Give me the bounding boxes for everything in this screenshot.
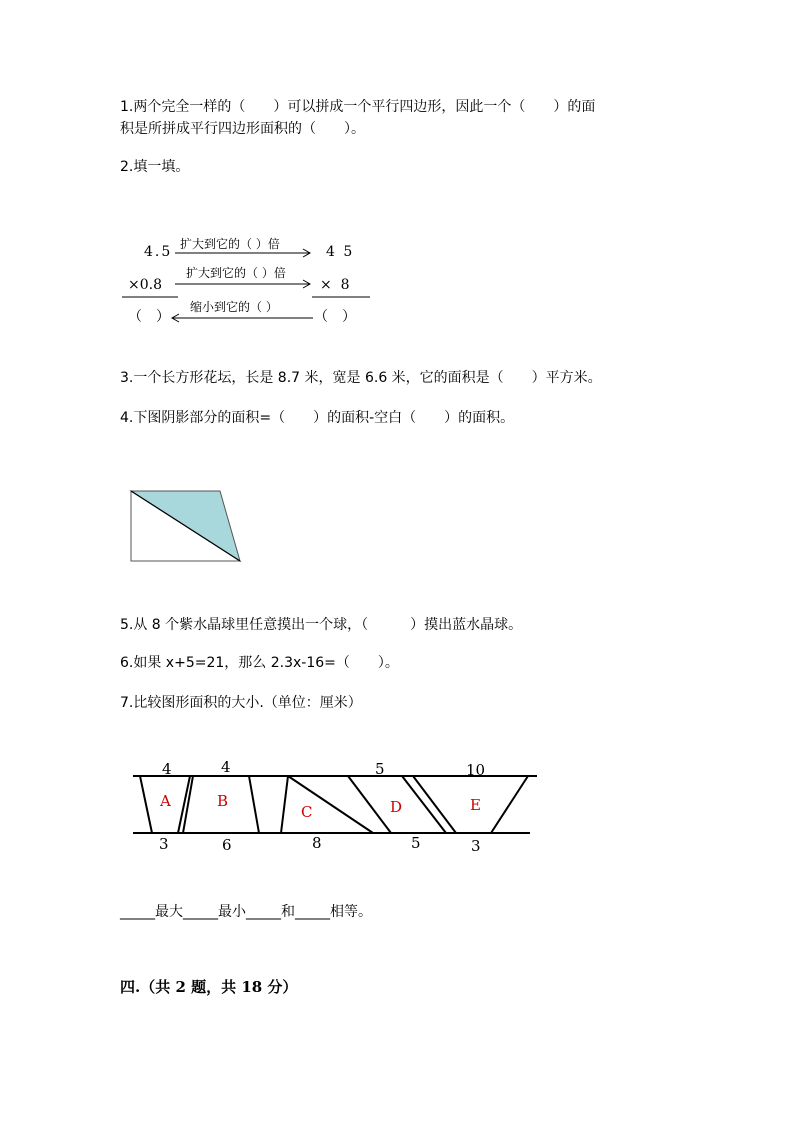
shape-label-a: A [160,792,171,810]
question-1-line-2: 积是所拼成平行四边形面积的（ ）。 [120,121,365,137]
question-3: 3.一个长方形花坛，长是 8.7 米，宽是 6.6 米，它的面积是（ ）平方米。 [120,370,602,386]
shape-label-d: D [390,798,403,816]
shape-label-c: C [301,803,313,821]
mid-right-factor: × 8 [320,277,350,293]
shape-label-e: E [470,796,481,814]
shape-label-b: B [217,792,229,810]
bottom-left-blank: （ ） [128,309,170,325]
top-label-e: 10 [466,761,486,779]
question-6: 6.如果 x+5=21，那么 2.3x-16=（ ）。 [120,655,399,671]
bottom-right-blank: （ ） [314,309,356,325]
question-4: 4.下图阴影部分的面积=（ ）的面积-空白（ ）的面积。 [120,410,515,426]
section-heading: 四.（共 2 题，共 18 分） [120,978,298,996]
question-5: 5.从 8 个紫水晶球里任意摸出一个球，（ ）摸出蓝水晶球。 [120,617,523,633]
question-2-title: 2.填一填。 [120,159,190,175]
arrow-1-label: 扩大到它的（ ）倍 [180,237,280,251]
bottom-label-e: 3 [471,837,481,855]
arrow-2-label: 扩大到它的（ ）倍 [186,266,286,280]
top-left-number: 4.5 [144,244,173,260]
top-right-number: 4 5 [326,244,355,260]
top-label-a: 4 [162,760,172,778]
top-label-b: 4 [221,758,231,776]
question-1-line-1: 1.两个完全一样的（ ）可以拼成一个平行四边形，因此一个（ ）的面 [120,99,596,115]
bottom-label-d: 5 [411,834,421,852]
arrow-3-label: 缩小到它的（ ） [190,300,278,314]
bottom-label-c: 8 [312,834,322,852]
mid-left-factor: ×0.8 [128,277,162,293]
question-7-title: 7.比较图形面积的大小.（单位：厘米） [120,695,362,711]
question-7-answer: _____最大_____最小_____和_____相等。 [120,904,372,920]
bottom-label-a: 3 [159,835,169,853]
top-label-d: 5 [375,760,385,778]
bottom-label-b: 6 [222,836,232,854]
